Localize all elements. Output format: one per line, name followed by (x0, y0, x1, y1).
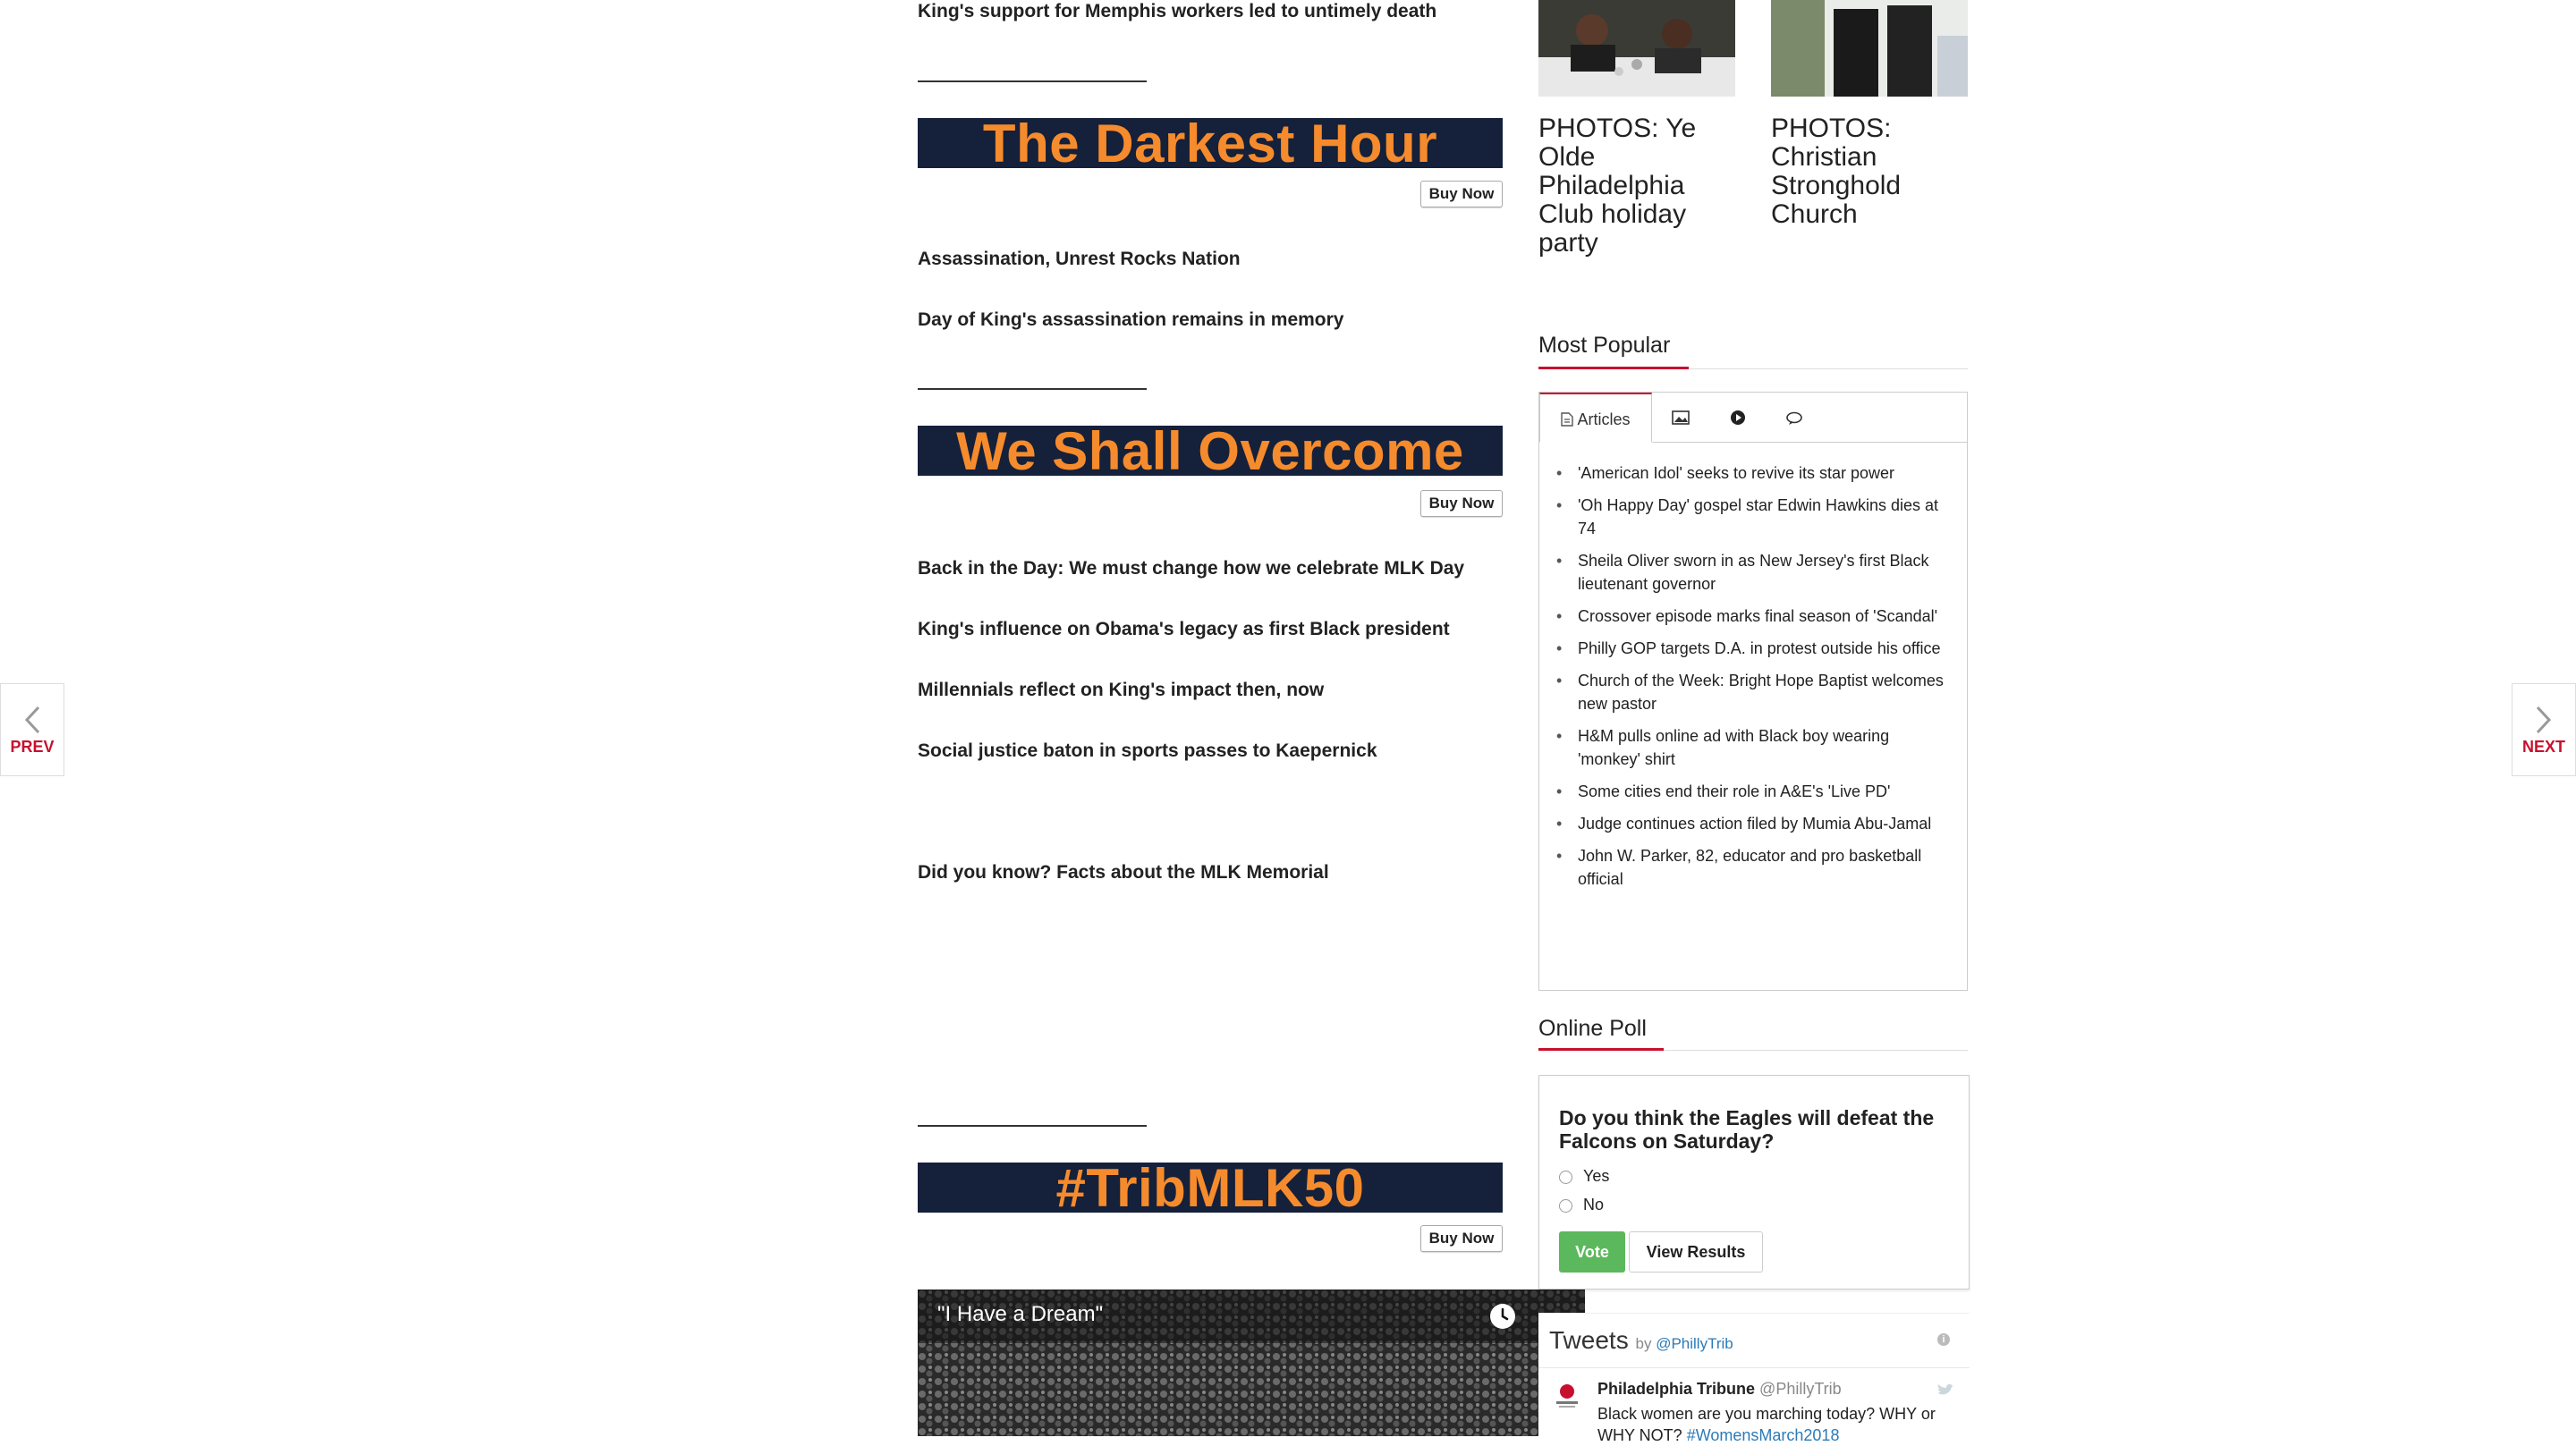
tweet-author-name: Philadelphia Tribune (1597, 1380, 1756, 1398)
tweet-text (1597, 1403, 1955, 1446)
section-accent (1538, 1048, 1664, 1051)
church-photo (1771, 0, 1968, 97)
poll-option-no[interactable] (1559, 1196, 1604, 1214)
list-item[interactable]: • 'Oh Happy Day' gospel star Edwin Hawkins dies at 74 (1553, 494, 1955, 540)
document-icon (1561, 410, 1577, 428)
prev-button[interactable] (0, 683, 64, 776)
list-item[interactable]: • John W. Parker, 82, educator and pro basketball official (1553, 844, 1955, 891)
list-item[interactable]: • 'American Idol' seeks to revive its star power (1553, 461, 1955, 485)
comments-icon (1786, 409, 1804, 427)
story-link[interactable]: Social justice baton in sports passes to Kaepernick (918, 740, 1377, 761)
list-item[interactable]: • Judge continues action filed by Mumia Abu-Jamal (1553, 812, 1955, 835)
image-icon (1672, 409, 1690, 427)
tab-videos[interactable] (1709, 393, 1767, 443)
divider (1538, 1367, 1970, 1368)
tweets-by (1635, 1335, 1733, 1352)
list-item[interactable]: • Crossover episode marks final season of 'Scandal' (1553, 605, 1955, 628)
list-item[interactable]: • Sheila Oliver sworn in as New Jersey's first Black lieutenant governor (1553, 549, 1955, 596)
twitter-bird-icon[interactable] (1937, 1383, 1955, 1396)
tweet-body: Black women are you marching today? WHY or WHY NOT? (1597, 1405, 1936, 1444)
info-icon[interactable]: i (1937, 1333, 1950, 1346)
view-results-button[interactable]: View Results (1629, 1231, 1763, 1273)
twitter-widget (1538, 1313, 1970, 1444)
play-icon (1730, 409, 1746, 427)
section-accent (1538, 367, 1689, 369)
tab-rule (1652, 442, 1967, 443)
list-item[interactable]: • Some cities end their role in A&E's 'Live PD' (1553, 780, 1955, 803)
poll-option-label: Yes (1583, 1167, 1610, 1185)
tweets-title: Tweets (1549, 1326, 1629, 1354)
we-shall-overcome-banner[interactable]: We Shall Overcome (918, 426, 1503, 476)
buy-now-button[interactable]: Buy Now (1420, 181, 1503, 207)
tab-articles-label: Articles (1577, 410, 1631, 428)
story-link[interactable]: Millennials reflect on King's impact then, now (918, 680, 1325, 700)
divider (918, 80, 1147, 82)
chevron-left-icon (1, 698, 64, 738)
buy-now-button[interactable]: Buy Now (1420, 1225, 1503, 1252)
avatar[interactable] (1551, 1380, 1583, 1412)
tweets-by-label: by (1635, 1335, 1652, 1352)
darkest-hour-banner[interactable]: The Darkest Hour (918, 118, 1503, 168)
story-link[interactable]: Did you know? Facts about the MLK Memorial (918, 862, 1329, 883)
next-button[interactable] (2512, 683, 2576, 776)
list-item[interactable]: • H&M pulls online ad with Black boy wearing 'monkey' shirt (1553, 724, 1955, 771)
divider (918, 388, 1147, 390)
clock-icon[interactable] (1490, 1304, 1515, 1329)
next-label: NEXT (2521, 738, 2565, 756)
chevron-right-icon (2512, 698, 2575, 738)
photo-caption[interactable]: PHOTOS: Ye Olde Philadelphia Club holiday party (1538, 114, 1697, 258)
list-item[interactable]: • Philly GOP targets D.A. in protest outside his office (1553, 637, 1955, 660)
radio-button[interactable] (1559, 1199, 1572, 1213)
buy-now-button[interactable]: Buy Now (1420, 490, 1503, 517)
poll-option-yes[interactable] (1559, 1167, 1609, 1186)
video-player[interactable] (918, 1290, 1585, 1436)
online-poll-title: Online Poll (1538, 1016, 1647, 1041)
prev-label: PREV (10, 738, 55, 756)
tweet-author[interactable] (1597, 1380, 1842, 1399)
story-link[interactable]: Day of King's assassination remains in memory (918, 309, 1344, 330)
poll-panel (1538, 1075, 1970, 1290)
radio-button[interactable] (1559, 1171, 1572, 1184)
photo-thumbnail[interactable] (1538, 0, 1735, 97)
list-item[interactable]: • Church of the Week: Bright Hope Baptist welcomes new pastor (1553, 669, 1955, 715)
popular-articles-list (1553, 461, 1955, 900)
most-popular-title: Most Popular (1538, 333, 1671, 358)
video-title: "I Have a Dream" (937, 1302, 1104, 1326)
tweet-author-handle: @PhillyTrib (1759, 1380, 1842, 1398)
story-link[interactable]: King's support for Memphis workers led to untimely death (918, 1, 1437, 21)
story-link[interactable]: Assassination, Unrest Rocks Nation (918, 249, 1241, 269)
vote-button[interactable]: Vote (1559, 1231, 1625, 1273)
tab-articles[interactable] (1539, 393, 1652, 443)
divider (918, 1125, 1147, 1127)
tribmlk50-banner[interactable]: #TribMLK50 (918, 1163, 1503, 1213)
tweet-hashtag[interactable]: #WomensMarch2018 (1686, 1426, 1840, 1444)
photo-caption[interactable]: PHOTOS: Christian Stronghold Church (1771, 114, 1902, 229)
tweets-header (1549, 1326, 1733, 1355)
tweets-handle-link[interactable]: @PhillyTrib (1656, 1335, 1733, 1352)
story-link[interactable]: King's influence on Obama's legacy as first Black president (918, 619, 1450, 639)
poll-question: Do you think the Eagles will defeat the Falcons on Saturday? (1559, 1106, 1935, 1153)
party-photo (1538, 0, 1735, 97)
poll-option-label: No (1583, 1196, 1605, 1213)
photo-thumbnail[interactable] (1771, 0, 1968, 97)
tab-comments[interactable] (1767, 393, 1824, 443)
tab-photos[interactable] (1652, 393, 1709, 443)
story-link[interactable]: Back in the Day: We must change how we celebrate MLK Day (918, 558, 1465, 579)
